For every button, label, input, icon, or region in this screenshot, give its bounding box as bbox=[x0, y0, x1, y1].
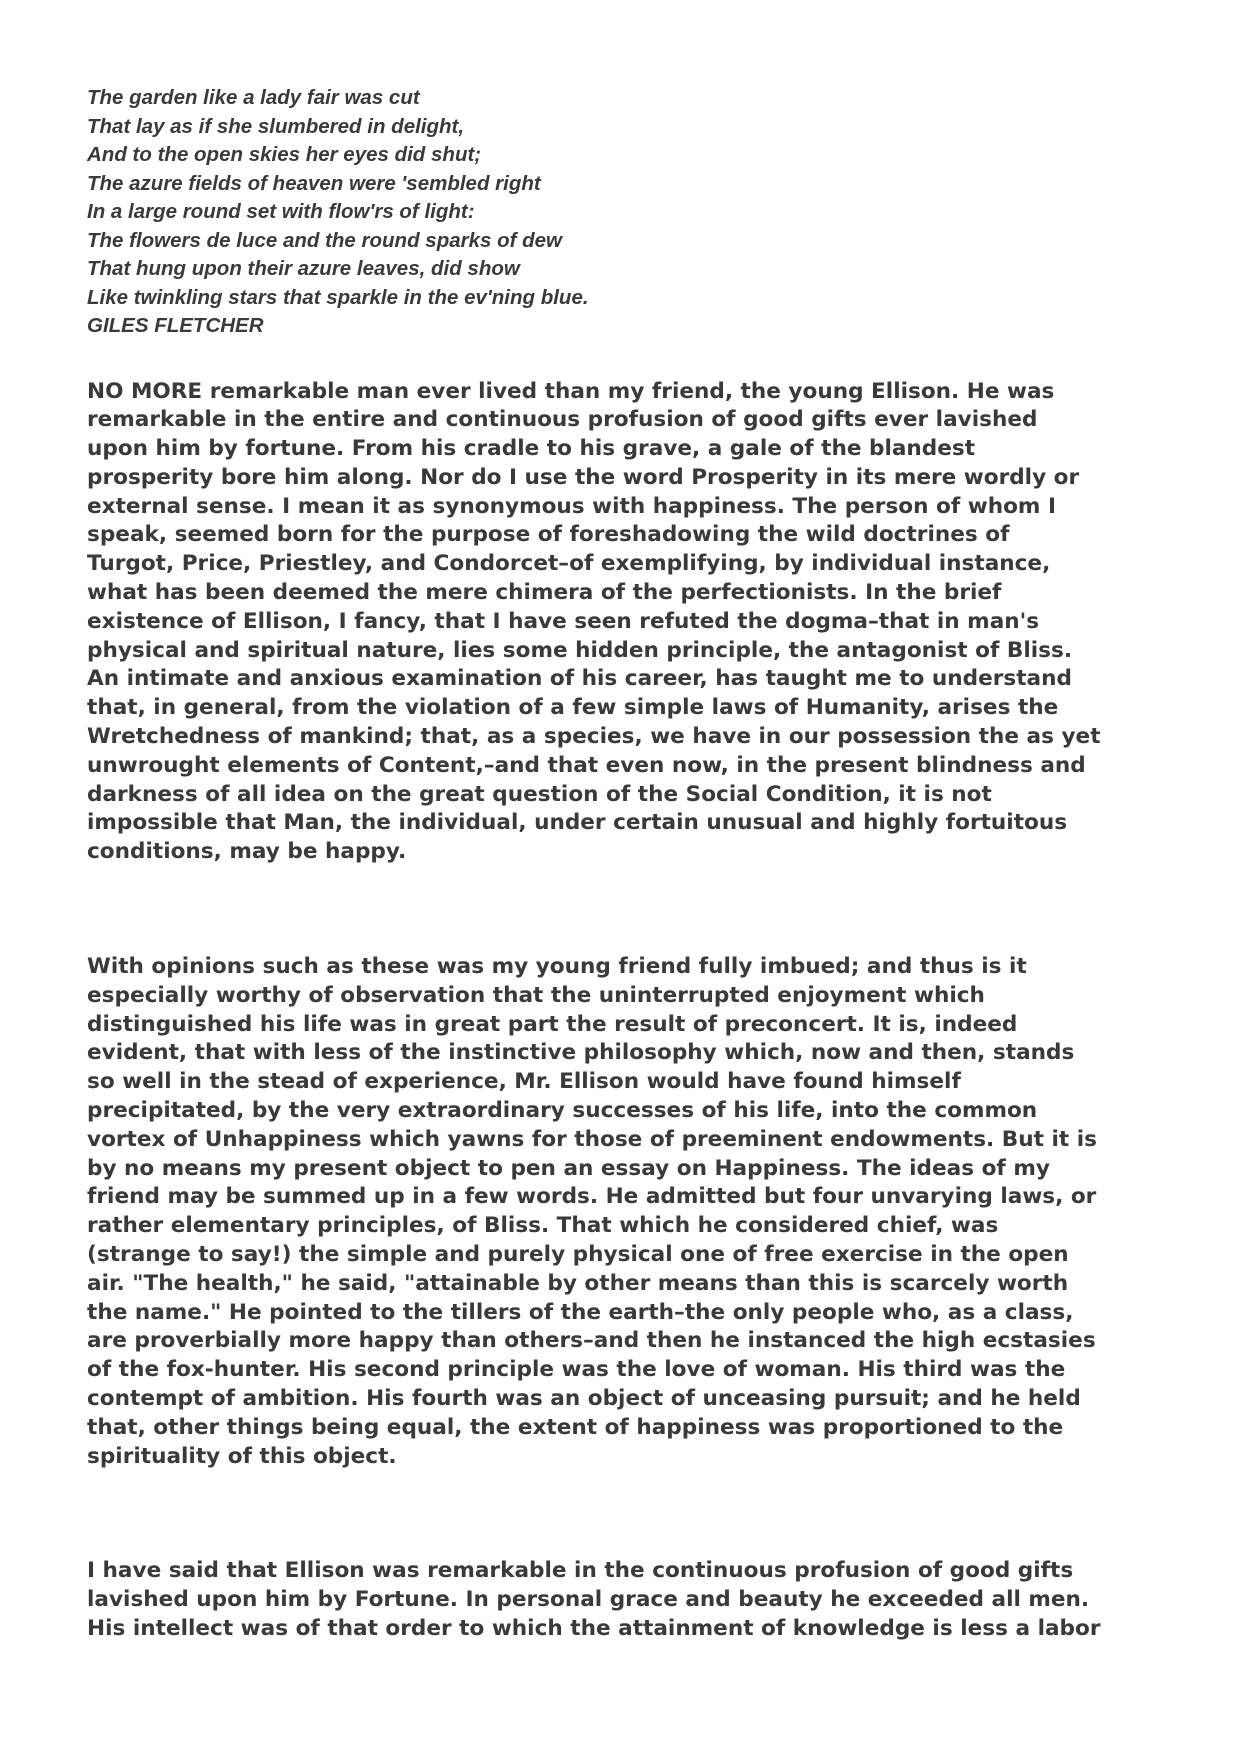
paragraph-line: friend may be summed up in a few words. He admitted but four unvarying laws, or bbox=[87, 1184, 1097, 1210]
paragraph-line: especially worthy of observation that the uninterrupted enjoyment which bbox=[87, 982, 985, 1008]
paragraph-line: contempt of ambition. His fourth was an object of unceasing pursuit; and he held bbox=[87, 1386, 1081, 1411]
paragraph-line: impossible that Man, the individual, under certain unusual and highly fortuitous bbox=[87, 810, 1068, 836]
paragraph-line: An intimate and anxious examination of his career, has taught me to understand bbox=[87, 666, 1072, 692]
paragraph-line: (strange to say!) the simple and purely physical one of free exercise in the open bbox=[87, 1242, 1069, 1268]
paragraph-line: physical and spiritual nature, lies some hidden principle, the antagonist of Bliss. bbox=[87, 637, 1073, 663]
epigraph-line: The garden like a lady fair was cut bbox=[87, 86, 420, 109]
paragraph-line: I have said that Ellison was remarkable in the continuous profusion of good gifts bbox=[87, 1558, 1074, 1584]
paragraph-line: With opinions such as these was my young friend fully imbued; and thus is it bbox=[87, 954, 1027, 980]
paragraph-3 bbox=[87, 1557, 1177, 1643]
paragraph-line: by no means my present object to pen an essay on Happiness. The ideas of my bbox=[87, 1155, 1050, 1181]
paragraph-line: speak, seemed born for the purpose of foreshadowing the wild doctrines of bbox=[87, 522, 1010, 548]
paragraph-line: air. "The health," he said, "attainable by other means than this is scarcely worth bbox=[87, 1270, 1069, 1296]
paragraph-line: of the fox-hunter. His second principle was the love of woman. His third was the bbox=[87, 1357, 1066, 1383]
paragraph-line: that, in general, from the violation of a few simple laws of Humanity, arises the bbox=[87, 695, 1059, 721]
paragraph-line: the name." He pointed to the tillers of the earth–the only people who, as a class, bbox=[87, 1299, 1074, 1325]
paragraph-line: external sense. I mean it as synonymous with happiness. The person of whom I bbox=[87, 493, 1056, 519]
paragraph-line: vortex of Unhappiness which yawns for those of preeminent endowments. But it is bbox=[87, 1126, 1097, 1152]
paragraph-1 bbox=[87, 378, 1177, 868]
paragraph-line: unwrought elements of Content,–and that even now, in the present blindness and bbox=[87, 752, 1086, 778]
paragraph-line: conditions, may be happy. bbox=[87, 839, 407, 865]
paragraph-line: His intellect was of that order to which the attainment of knowledge is less a labor bbox=[87, 1615, 1101, 1641]
epigraph bbox=[87, 84, 1177, 341]
paragraph-line: remarkable in the entire and continuous profusion of good gifts ever lavished bbox=[87, 407, 1038, 433]
paragraph-line: are proverbially more happy than others–and then he instanced the high ecstasies bbox=[87, 1328, 1096, 1354]
paragraph-line: Wretchedness of mankind; that, as a species, we have in our possession the as yet bbox=[87, 724, 1101, 750]
paragraph-line: lavished upon him by Fortune. In personal grace and beauty he exceeded all men. bbox=[87, 1587, 1090, 1613]
epigraph-line: The flowers de luce and the round sparks of dew bbox=[87, 228, 563, 252]
epigraph-line: And to the open skies her eyes did shut; bbox=[87, 143, 482, 166]
paragraph-line: that, other things being equal, the extent of happiness was proportioned to the bbox=[87, 1414, 1064, 1440]
paragraph-line: Turgot, Price, Priestley, and Condorcet–of exemplifying, by individual instance, bbox=[87, 551, 1051, 577]
paragraph-line: spirituality of this object. bbox=[87, 1443, 397, 1469]
paragraph-line: darkness of all idea on the great question of the Social Condition, it is not bbox=[87, 781, 992, 807]
paragraph-2 bbox=[87, 953, 1177, 1471]
paragraph-line: upon him by fortune. From his cradle to his grave, a gale of the blandest bbox=[87, 436, 976, 462]
document-page bbox=[87, 84, 1177, 1644]
epigraph-line: That lay as if she slumbered in delight, bbox=[87, 114, 465, 138]
epigraph-line: In a large round set with flow'rs of light: bbox=[87, 200, 475, 223]
epigraph-author: GILES FLETCHER bbox=[87, 314, 264, 337]
paragraph-line: prosperity bore him along. Nor do I use the word Prosperity in its mere wordly or bbox=[87, 464, 1080, 490]
paragraph-line: existence of Ellison, I fancy, that I have seen refuted the dogma–that in man's bbox=[87, 608, 1040, 634]
epigraph-line: The azure fields of heaven were 'sembled right bbox=[87, 171, 541, 195]
paragraph-line: distinguished his life was in great part the result of preconcert. It is, indeed bbox=[87, 1011, 1018, 1037]
paragraph-line: so well in the stead of experience, Mr. Ellison would have found himself bbox=[87, 1069, 961, 1095]
paragraph-line: rather elementary principles, of Bliss. That which he considered chief, was bbox=[87, 1213, 999, 1239]
epigraph-line: That hung upon their azure leaves, did show bbox=[87, 257, 520, 280]
epigraph-line: Like twinkling stars that sparkle in the ev'ning blue. bbox=[87, 285, 589, 309]
paragraph-line: what has been deemed the mere chimera of the perfectionists. In the brief bbox=[87, 580, 1002, 606]
paragraph-line: precipitated, by the very extraordinary successes of his life, into the common bbox=[87, 1098, 1038, 1124]
paragraph-line: evident, that with less of the instinctive philosophy which, now and then, stands bbox=[87, 1040, 1075, 1066]
paragraph-line: NO MORE remarkable man ever lived than my friend, the young Ellison. He was bbox=[87, 378, 1055, 404]
